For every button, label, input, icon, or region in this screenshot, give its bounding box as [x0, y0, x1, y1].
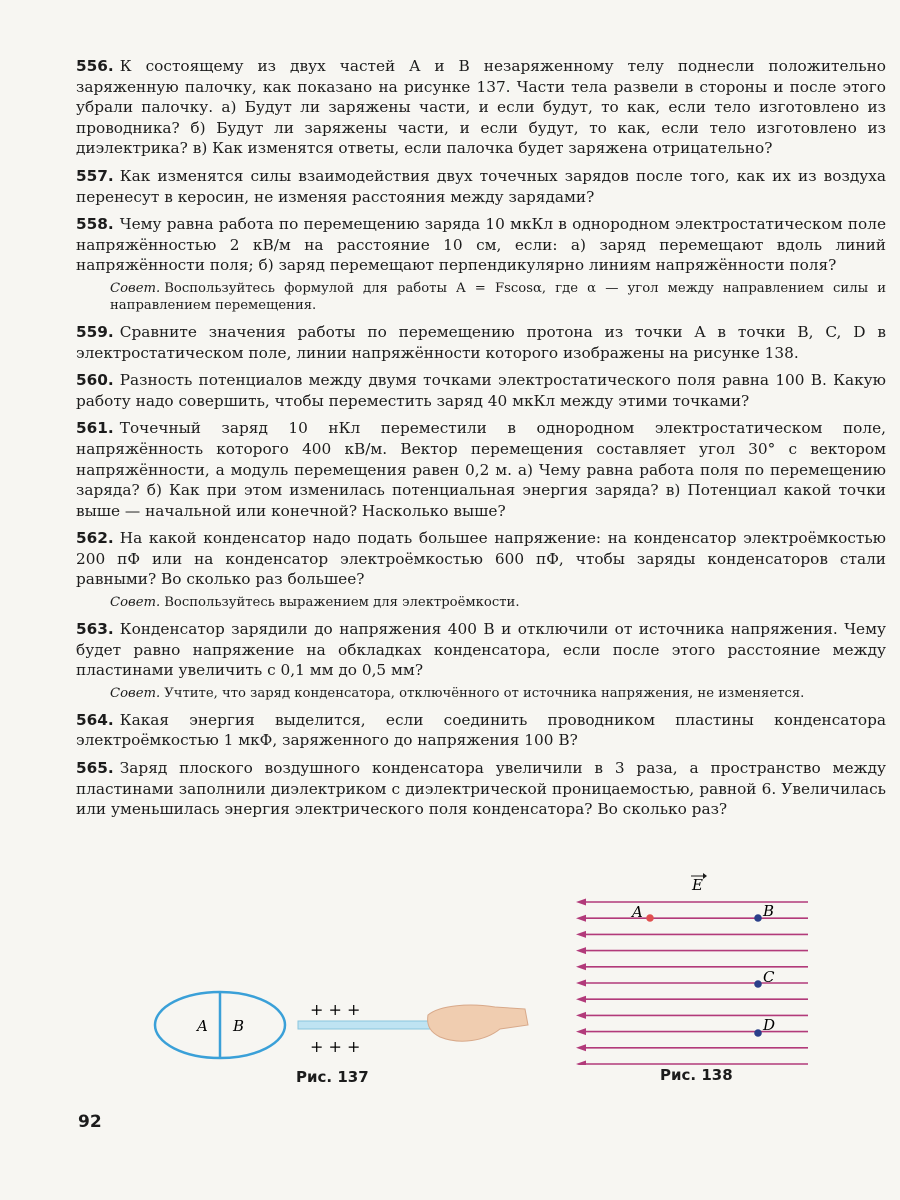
problem-text: Чему равна работа по перемещению заряда 10 мкКл в однородном электростатическом поле напряжённостью 2 кВ/м на расстояние 10 см, если: а) заряд перемещают вдоль линий напряжённости поля; б) заряд перемещают перпендикулярно линиям напряжённости поля?	[76, 215, 886, 275]
field-line-arrowhead	[576, 915, 586, 922]
hint-text: Учтите, что заряд конденсатора, отключённого от источника напряжения, не изменяется.	[164, 685, 805, 701]
hint-563	[110, 685, 886, 702]
field-line-arrowhead	[576, 1061, 586, 1066]
problems-column	[76, 56, 886, 827]
problem-563	[76, 619, 886, 681]
hint-558	[110, 280, 886, 314]
problem-556	[76, 56, 886, 159]
hint-562	[110, 594, 886, 611]
glass-rod	[298, 1021, 434, 1029]
point-b-label: B	[763, 902, 775, 920]
figure-138-caption: Рис. 138	[660, 1066, 733, 1084]
point-b-dot	[754, 914, 762, 922]
charges-top-label: + + +	[310, 1000, 361, 1019]
point-a-dot	[646, 914, 654, 922]
problem-557	[76, 166, 886, 207]
problem-text: Какая энергия выделится, если соединить проводником пластины конденсатора электроёмкостью 1 мкФ, заряженного до напряжения 100 В?	[76, 710, 886, 750]
field-line-arrowhead	[576, 931, 586, 938]
hint-text: Воспользуйтесь формулой для работы A = Fscosα, где α — угол между направлением силы и направлением перемещения.	[110, 280, 886, 313]
point-d-label: D	[763, 1016, 776, 1034]
problem-number: 556.	[76, 57, 114, 75]
problem-562	[76, 528, 886, 590]
problem-number: 558.	[76, 215, 114, 234]
problem-text: Сравните значения работы по перемещению протона из точки A в точки B, C, D в электростатическом поле, линии напряжённости которого изображены на рисунке 138.	[76, 322, 886, 362]
field-line-arrowhead	[576, 1028, 586, 1035]
hand-icon	[428, 1005, 528, 1041]
page-number: 92	[78, 1112, 102, 1132]
problem-text: Разность потенциалов между двумя точками электростатического поля равна 100 В. Какую работу надо совершить, чтобы переместить заряд 40 мкКл между этими точками?	[76, 371, 886, 410]
problem-number: 564.	[76, 710, 114, 729]
point-a-label: A	[632, 903, 643, 921]
field-line-arrowhead	[576, 980, 586, 987]
figure-137	[140, 985, 540, 1065]
problem-565	[76, 758, 886, 820]
problem-text: Как изменятся силы взаимодействия двух точечных зарядов после того, как их из воздуха перенесут в керосин, не изменяя расстояния между зарядами?	[76, 166, 886, 206]
field-line-arrowhead	[576, 1012, 586, 1019]
problem-number: 562.	[76, 529, 114, 548]
problem-561	[76, 418, 886, 521]
part-a-label: A	[197, 1017, 208, 1035]
problem-text: К состоящему из двух частей A и B незаряженному телу поднесли положительно заряженную палочку, как показано на рисунке 137. Части тела развели в стороны и после этого убрали палочку. а) Будут ли заряжены части, и если будут, то как, если тело изготовлено из проводника? б) Будут ли заряжены части, и если будут, то как, если тело изготовлено из диэлектрика? в) Как изменятся ответы, если палочка будет заряжена отрицательно?	[76, 57, 886, 158]
problem-560	[76, 370, 886, 411]
problem-558	[76, 214, 886, 276]
field-line-arrowhead	[576, 963, 586, 970]
problem-564	[76, 710, 886, 751]
problem-number: 561.	[76, 419, 114, 438]
problem-number: 565.	[76, 759, 114, 778]
problem-559	[76, 322, 886, 363]
problem-text: Точечный заряд 10 нКл переместили в однородном электростатическом поле, напряжённость которого 400 кВ/м. Вектор перемещения составляет угол 30° с вектором напряжённости, а модуль перемещения равен 0,2 м. а) Чему равна работа поля по перемещению заряда? б) Как при этом изменилась потенциальная энергия заряда? в) Потенциал какой точки выше — начальной или конечной? Насколько выше?	[76, 419, 886, 520]
field-vector-label: E	[692, 876, 703, 894]
field-line-arrowhead	[576, 947, 586, 954]
figure-138	[570, 870, 820, 1065]
figure-137-caption: Рис. 137	[296, 1068, 369, 1086]
part-b-label: B	[233, 1017, 245, 1035]
point-c-dot	[754, 980, 762, 988]
problem-number: 560.	[76, 371, 114, 390]
hint-label: Совет.	[110, 685, 161, 701]
hint-label: Совет.	[110, 595, 161, 611]
problem-text: На какой конденсатор надо подать большее напряжение: на конденсатор электроёмкостью 200 пФ или на конденсатор электроёмкостью 600 пФ, чтобы заряды конденсаторов стали равными? Во сколько раз большее?	[76, 529, 886, 589]
charges-bottom-label: + + +	[310, 1037, 361, 1056]
field-vector-arrowhead	[703, 873, 707, 879]
problem-text: Конденсатор зарядили до напряжения 400 В и отключили от источника напряжения. Чему будет равно напряжение на обкладках конденсатора, если после этого расстояние между пластинами увеличить с 0,1 мм до 0,5 мм?	[76, 620, 886, 680]
field-line-arrowhead	[576, 1044, 586, 1051]
point-c-label: C	[763, 968, 775, 986]
field-line-arrowhead	[576, 996, 586, 1003]
field-line-arrowhead	[576, 899, 586, 906]
problem-number: 557.	[76, 166, 114, 185]
problem-number: 563.	[76, 620, 114, 639]
hint-label: Совет.	[110, 280, 161, 296]
point-d-dot	[754, 1029, 762, 1037]
problem-text: Заряд плоского воздушного конденсатора увеличили в 3 раза, а пространство между пластинами заполнили диэлектриком с диэлектрической проницаемостью, равной 6. Увеличилась или уменьшилась энергия электрического поля конденсатора? Во сколько раз?	[76, 759, 886, 819]
hint-text: Воспользуйтесь выражением для электроёмкости.	[164, 595, 520, 611]
problem-number: 559.	[76, 322, 114, 341]
